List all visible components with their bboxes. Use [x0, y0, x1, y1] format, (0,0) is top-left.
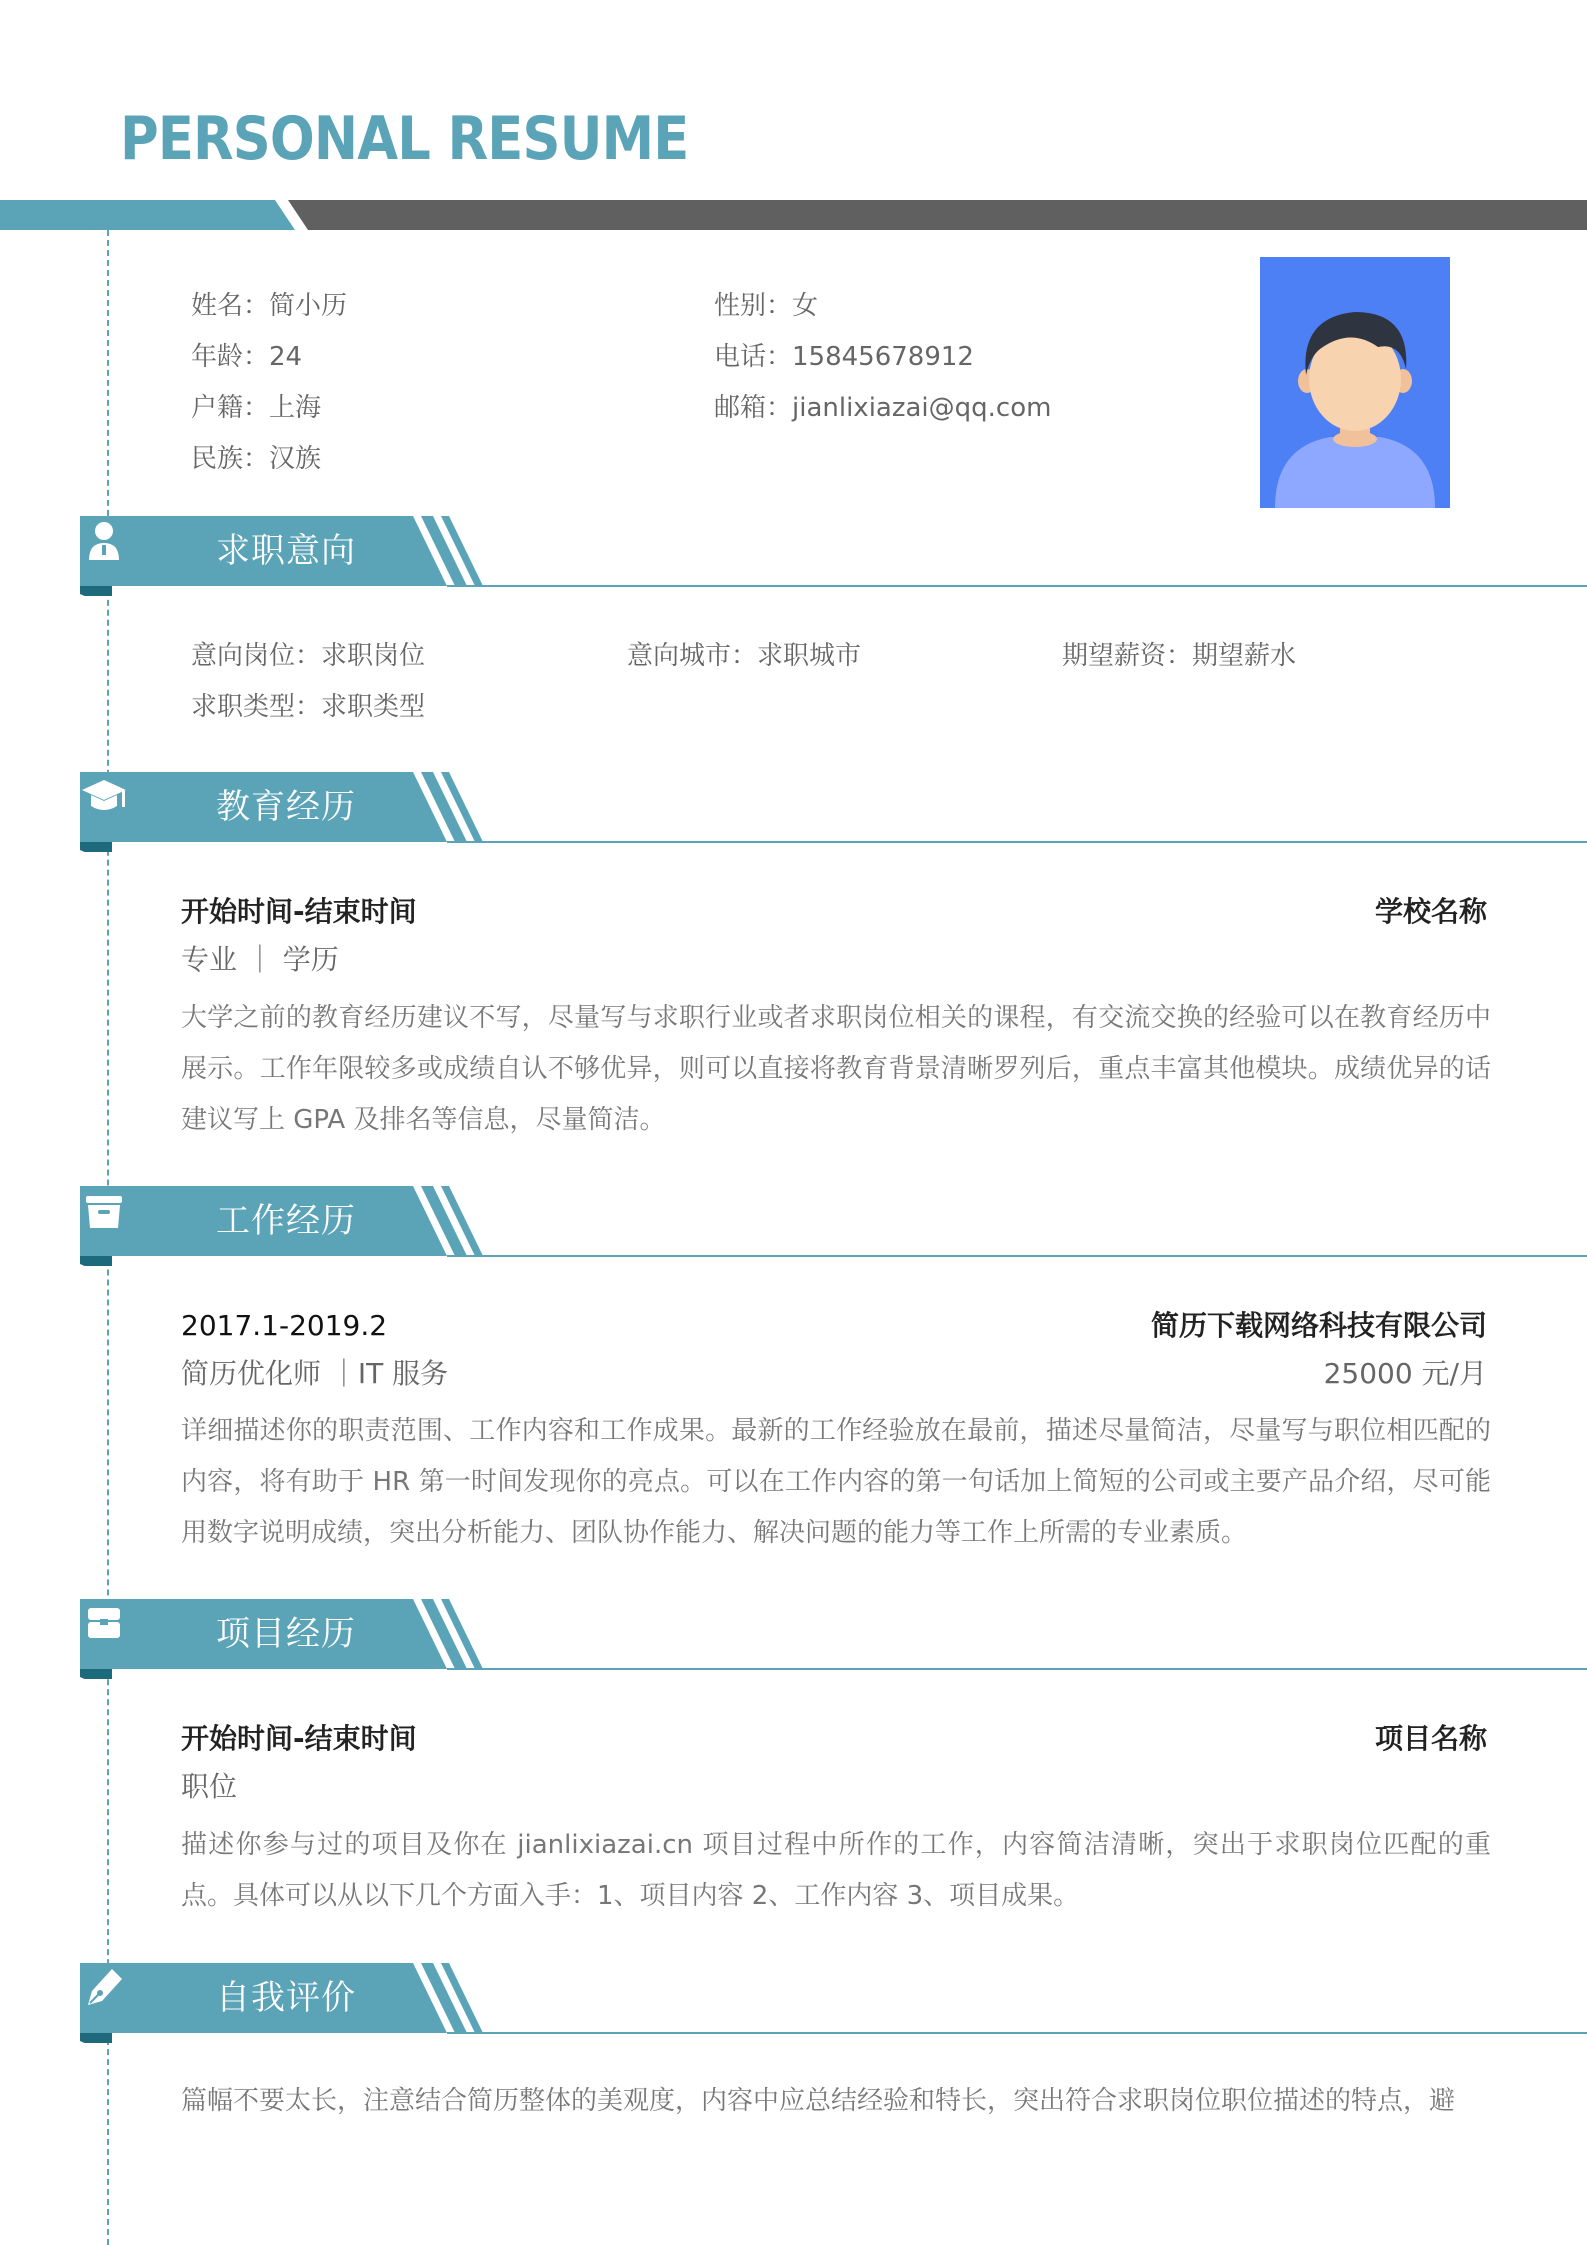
info-phone: 电话：15845678912: [714, 342, 974, 372]
work-salary: 25000 元/月: [1323, 1357, 1487, 1390]
section-header-work: [80, 1186, 1587, 1266]
section-title-education: 教育经历: [216, 787, 356, 827]
intention-city: 意向城市：求职城市: [627, 641, 862, 671]
graduation-cap-icon: [80, 772, 128, 820]
education-description: 大学之前的教育经历建议不写，尽量写与求职行业或者求职岗位相关的课程，有交流交换的经验可以在教育经历中展示。工作年限较多或成绩自认不够优异，则可以直接将教育背景清晰罗列后，重点丰富其他模块。成绩优异的话建议写上 GPA 及排名等信息，尽量简洁。: [181, 1003, 1491, 1135]
info-age: 年龄：24: [191, 342, 303, 372]
project-name: 项目名称: [1374, 1722, 1487, 1755]
intention-salary: 期望薪资：期望薪水: [1062, 641, 1297, 671]
work-role: 简历优化师 ｜IT 服务: [181, 1357, 449, 1390]
section-header-project: [80, 1599, 1587, 1679]
header-band: [0, 200, 1587, 230]
project-description: 描述你参与过的项目及你在 jianlixiazai.cn 项目过程中所作的工作，内容简洁清晰，突出于求职岗位匹配的重点。具体可以从以下几个方面入手：1、项目内容 2、工作内容 3、项目成果。: [181, 1830, 1491, 1911]
education-major: 专业 ｜ 学历: [181, 943, 339, 976]
section-header-intention: [80, 516, 1587, 596]
intention-type: 求职类型：求职类型: [191, 692, 426, 722]
briefcase-icon: [80, 1186, 128, 1234]
page-title: PERSONAL RESUME: [120, 104, 689, 174]
user-icon: [80, 516, 128, 564]
project-period: 开始时间-结束时间: [181, 1722, 417, 1755]
info-hukou: 户籍：上海: [191, 393, 322, 423]
project-box-icon: [80, 1599, 128, 1647]
section-title-project: 项目经历: [216, 1614, 356, 1654]
work-description: 详细描述你的职责范围、工作内容和工作成果。最新的工作经验放在最前，描述尽量简洁，尽量写与职位相匹配的内容，将有助于 HR 第一时间发现你的亮点。可以在工作内容的第一句话加上简短的公司或主要产品介绍，尽可能用数字说明成绩，突出分析能力、团队协作能力、解决问题的能力等工作上所需的专业素质。: [181, 1416, 1491, 1548]
intention-position: 意向岗位：求职岗位: [191, 641, 426, 671]
section-header-self: [80, 1963, 1587, 2043]
avatar: [1260, 257, 1450, 508]
work-company: 简历下载网络科技有限公司: [1150, 1309, 1487, 1342]
avatar-illustration: [1260, 257, 1450, 508]
section-title-work: 工作经历: [216, 1201, 356, 1241]
project-role: 职位: [181, 1770, 238, 1803]
info-ethnicity: 民族：汉族: [191, 444, 322, 474]
education-school: 学校名称: [1374, 895, 1487, 928]
info-gender: 性别：女: [714, 291, 819, 321]
pen-nib-icon: [80, 1963, 128, 2011]
info-name: 姓名：简小历: [191, 291, 348, 321]
education-period: 开始时间-结束时间: [181, 895, 417, 928]
section-header-education: [80, 772, 1587, 852]
work-period: 2017.1-2019.2: [181, 1309, 388, 1342]
section-title-intention: 求职意向: [216, 531, 356, 571]
self-description: 篇幅不要太长，注意结合简历整体的美观度，内容中应总结经验和特长，突出符合求职岗位职位描述的特点，避: [181, 2086, 1456, 2116]
section-title-self: 自我评价: [216, 1978, 356, 2018]
info-email: 邮箱：jianlixiazai@qq.com: [714, 393, 1052, 423]
